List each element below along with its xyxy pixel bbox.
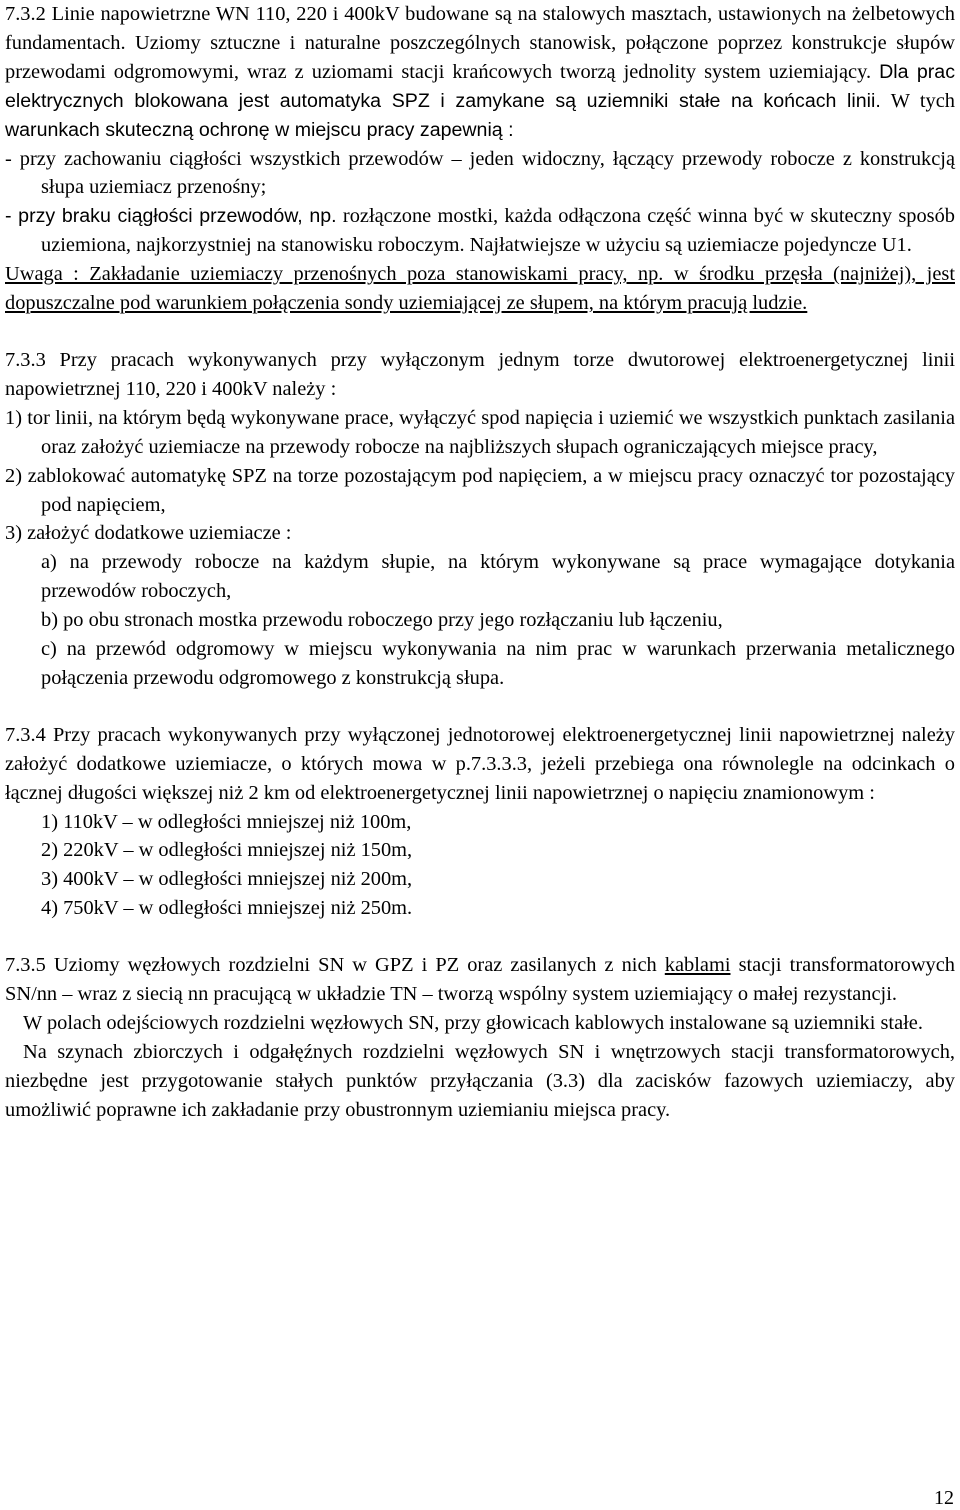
section-7-3-2-conditions: warunkach skuteczną ochronę w miejscu pracy zapewnią : — [5, 118, 514, 141]
section-7-3-3-item-3: 3) założyć dodatkowe uziemiacze : — [5, 522, 292, 545]
section-7-3-2 — [5, 0, 955, 145]
section-7-3-5-para-3: Na szynach zbiorczych i odgałęźnych rozdzielni węzłowych SN i wnętrzowych stacji transformatorowych, niezbędne jest przygotowanie stałych punktów przyłączania (3.3) dla zacisków fazowych uziemiaczy, aby umożliwić poprawne ich zakładanie przy obustronnym uziemianiu miejsca pracy. — [5, 1040, 955, 1121]
section-7-3-3-sub-c: c) na przewód odgromowy w miejscu wykonywania na nim prac w warunkach przerwania metalicznego połączenia przewodu odgromowego z konstrukcją słupa. — [41, 638, 955, 689]
document-page — [5, 0, 955, 1125]
section-7-3-5-tail: stacji transformatorowych SN/nn – wraz z siecią nn pracującą w układzie TN – tworzą wspólny system uziemiający o małej rezystancji. — [5, 954, 955, 1006]
section-7-3-3-sub-a: a) na przewody robocze na każdym słupie, na którym wykonywane są prace wymagające dotykania przewodów roboczych, — [41, 551, 955, 603]
dash-item-continuity: - przy zachowaniu ciągłości wszystkich przewodów – jeden widoczny, łączący przewody robocze z konstrukcją słupa uziemiacz przenośny; — [5, 147, 955, 199]
section-7-3-4-item: 1) 110kV – w odległości mniejszej niż 100m, — [41, 810, 412, 833]
section-7-3-4-item: 2) 220kV – w odległości mniejszej niż 150m, — [41, 839, 413, 862]
section-7-3-3-intro: 7.3.3 Przy pracach wykonywanych przy wyłączonym jednym torze dwutorowej elektroenergetycznej linii napowietrznej 110, 220 i 400kV należy : — [5, 348, 955, 400]
kablami-link[interactable]: kablami — [664, 954, 731, 977]
dash-item-no-continuity-lead: - przy braku ciągłości przewodów, np. — [5, 205, 337, 228]
dash-item-no-continuity — [5, 202, 955, 260]
section-7-3-4-item: 4) 750kV – w odległości mniejszej niż 250m. — [41, 897, 413, 920]
section-7-3-4-item: 3) 400kV – w odległości mniejszej niż 200m, — [41, 868, 413, 891]
page-number: 12 — [934, 1487, 954, 1509]
section-7-3-4-intro: 7.3.4 Przy pracach wykonywanych przy wyłączonej jednotorowej elektroenergetycznej linii napowietrznej należy założyć dodatkowe uziemiacze, o których mowa w p.7.3.3.3, jeżeli przebiega ona równolegle na odcinkach o łącznej długości większej niż 2 km od elektroenergetycznej linii napowietrznej o napięciu znamionowym : — [5, 723, 955, 804]
section-7-3-2-intro: 7.3.2 Linie napowietrzne WN 110, 220 i 400kV budowane są na stalowych masztach, ustawionych na żelbetowych fundamentach. Uziomy sztuczne i naturalne poszczególnych stanowisk, połączone poprzez konstrukcje słupów przewodami odgromowymi, wraz z uziomami stacji krańcowych tworzą jednolity system uziemiający. — [5, 3, 955, 83]
dash-item-no-continuity-text: rozłączone mostki, każda odłączona część winna być w skuteczny sposób uziemiona, najkorzystniej na stanowisku roboczym. Najłatwiejsze w użyciu są uziemiacze pojedyncze U1. — [41, 205, 955, 257]
section-7-3-5-lead: 7.3.5 Uziomy węzłowych rozdzielni SN w GPZ i PZ oraz zasilanych z nich — [5, 954, 657, 977]
section-7-3-2-spz-sentence: Dla prac elektrycznych blokowana jest automatyka SPZ i zamykane są uziemniki stałe na końcach linii. — [5, 60, 955, 112]
section-7-3-2-w-tych: W tych — [890, 89, 955, 112]
section-7-3-3-item-1: 1) tor linii, na którym będą wykonywane prace, wyłączyć spod napięcia i uziemić we wszystkich punktach zasilania oraz założyć uziemiacze na przewody robocze na najbliższych słupach ograniczających miejsce pracy, — [5, 406, 955, 458]
section-7-3-3-sub-b: b) po obu stronach mostka przewodu roboczego przy jego rozłączaniu lub łączeniu, — [41, 609, 723, 632]
section-7-3-3-item-2: 2) zablokować automatykę SPZ na torze pozostającym pod napięciem, a w miejscu pracy oznaczyć tor pozostający pod napięciem, — [5, 464, 955, 516]
section-7-3-5-para-2: W polach odejściowych rozdzielni węzłowych SN, przy głowicach kablowych instalowane są uziemniki stałe. — [23, 1012, 923, 1034]
section-7-3-5-intro — [5, 951, 955, 1009]
note-paragraph: Uwaga : Zakładanie uziemiaczy przenośnych poza stanowiskami pracy, np. w środku przęsła (najniżej), jest dopuszczalne pod warunkiem połączenia sondy uziemiającej ze słupem, na którym pracują ludzie. — [5, 263, 955, 315]
